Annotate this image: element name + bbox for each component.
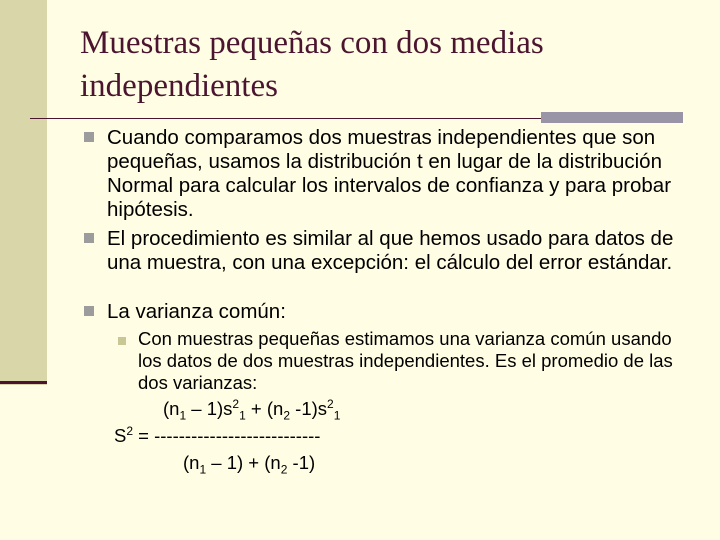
formula-text: – 1)s (186, 398, 233, 419)
bullet-marker (84, 132, 94, 142)
sub-bullet-marker (118, 337, 126, 345)
formula-text: S (114, 425, 127, 446)
formula-text: -1)s (290, 398, 328, 419)
formula-text: – 1) + (n (206, 452, 281, 473)
formula-numerator (163, 396, 341, 423)
formula-denominator (183, 452, 316, 477)
slide-title: Muestras pequeñas con dos medias independientes (80, 25, 544, 104)
formula-subscript: 1 (239, 408, 246, 423)
bullet-marker (84, 306, 94, 316)
formula-subscript: 1 (179, 408, 187, 423)
formula-text: (n (183, 452, 200, 473)
sub-bullet-text: Con muestras pequeñas estimamos una varianza común usando los datos de dos muestras independientes. Es el promedio de las dos varianzas: (138, 328, 673, 393)
formula-text: (n (163, 398, 180, 419)
title-accent-bar (541, 112, 683, 123)
formula-fraction-line: = --------------------------- (133, 425, 321, 446)
formula-text: + (n (245, 398, 284, 419)
formula-superscript: 2 (327, 396, 334, 411)
formula-text: -1) (287, 452, 316, 473)
formula-superscript: 2 (126, 423, 134, 438)
formula-subscript: 2 (283, 408, 291, 423)
formula-subscript: 1 (333, 408, 341, 423)
left-decorative-band (0, 0, 47, 385)
bullet-text-2: El procedimiento es similar al que hemos usado para datos de una muestra, con una excepción: el cálculo del error estándar. (107, 227, 674, 274)
left-accent-line (0, 381, 47, 384)
formula-subscript: 2 (280, 462, 288, 477)
formula-lhs (114, 425, 320, 447)
formula-subscript: 1 (199, 462, 207, 477)
bullet-text-3: La varianza común: (107, 300, 286, 323)
bullet-text-1: Cuando comparamos dos muestras independientes que son pequeñas, usamos la distribución t en lugar de la distribución Normal para calcular los intervalos de confianza y para probar hipótesis. (107, 126, 672, 221)
bullet-marker (84, 233, 94, 243)
formula-superscript: 2 (232, 396, 240, 411)
